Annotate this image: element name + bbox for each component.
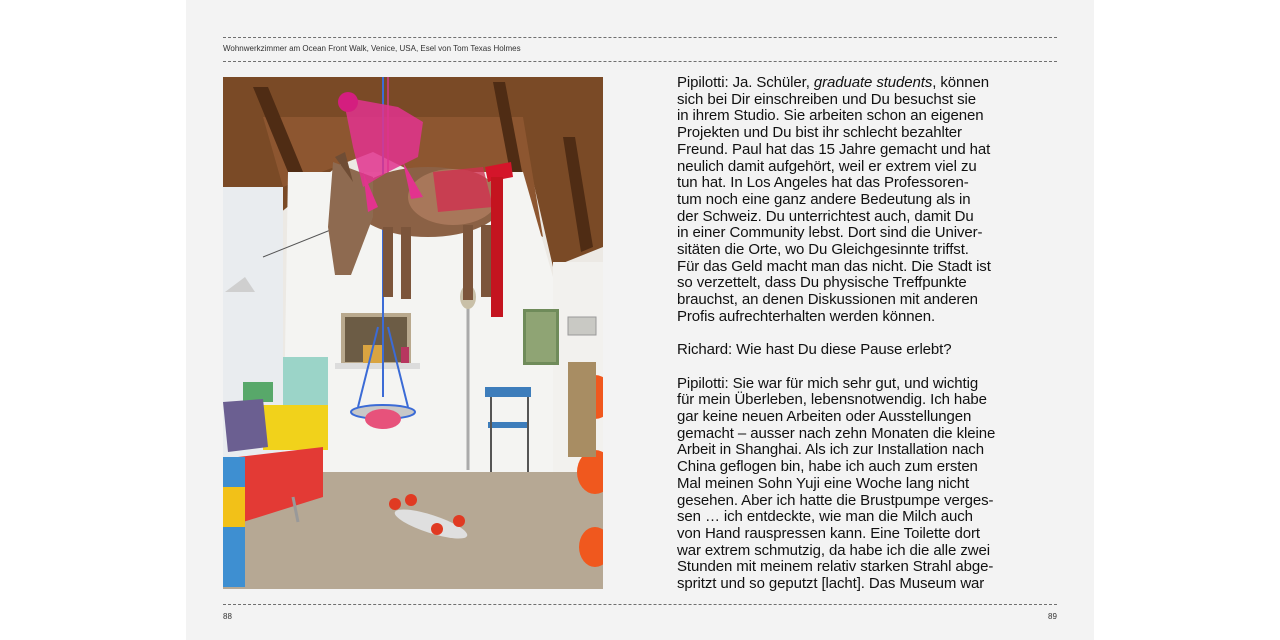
text-line: neulich damit aufgehört, weil er extrem viel zu	[677, 157, 977, 175]
paragraph-richard	[677, 342, 1022, 359]
text-line: tun hat. In Los Angeles hat das Professoren-	[677, 174, 969, 192]
top-rule	[223, 37, 1057, 38]
text-line: Arbeit in Shanghai. Als ich zur Installation nach	[677, 441, 984, 459]
text-line: in einer Community lebst. Dort sind die Univer-	[677, 224, 983, 242]
text-line: Pipilotti: Sie war für mich sehr gut, und wichtig	[677, 374, 979, 392]
text-line: Projekten und Du bist ihr schlecht bezahlter	[677, 124, 962, 142]
text-line: Für das Geld macht man das nicht. Die Stadt ist	[677, 257, 991, 275]
paragraph-pipilotti-1	[677, 75, 1022, 326]
text-line: für mein Überleben, lebensnotwendig. Ich habe	[677, 391, 987, 409]
text-line: sich bei Dir einschreiben und Du besuchst sie	[677, 90, 976, 108]
text-line: Profis aufrechterhalten werden können.	[677, 307, 936, 325]
text-line: tum noch eine ganz andere Bedeutung als in	[677, 190, 971, 208]
text-line: Pipilotti: Ja. Schüler, graduate students, können	[677, 74, 989, 91]
bottom-rule	[223, 604, 1057, 605]
book-spread	[186, 0, 1094, 640]
text-line: der Schweiz. Du unterrichtest auch, damit Du	[677, 207, 974, 225]
text-line: Richard: Wie hast Du diese Pause erlebt?	[677, 341, 952, 359]
interview-text	[677, 75, 1022, 609]
text-line: Freund. Paul hat das 15 Jahre gemacht und hat	[677, 140, 991, 158]
photo-caption: Wohnwerkzimmer am Ocean Front Walk, Venice, USA, Esel von Tom Texas Holmes	[223, 44, 521, 53]
text-line: brauchst, an denen Diskussionen mit anderen	[677, 291, 978, 309]
text-line: spritzt und so geputzt [lacht]. Das Museum war	[677, 575, 985, 593]
text-line: gesehen. Aber ich hatte die Brustpumpe verges-	[677, 491, 994, 509]
paragraph-pipilotti-2	[677, 376, 1022, 593]
text-line: China geflogen bin, habe ich auch zum ersten	[677, 458, 978, 476]
page-number-left: 88	[223, 612, 232, 621]
caption-rule	[223, 61, 1057, 62]
text-line: in ihrem Studio. Sie arbeiten schon an eigenen	[677, 107, 984, 125]
donkey-sculpture-photo-icon	[223, 77, 603, 589]
text-line: Mal meinen Sohn Yuji eine Woche lang nicht	[677, 474, 970, 492]
text-line: war extrem schmutzig, da habe ich die alle zwei	[677, 541, 990, 559]
text-line: von Hand rauspressen kann. Eine Toilette dort	[677, 524, 980, 542]
text-line: sitäten die Orte, wo Du Gleichgesinnte triffst.	[677, 241, 969, 259]
page-number-right: 89	[1048, 612, 1057, 621]
text-line: so verzettelt, dass Du physische Treffpunkte	[677, 274, 967, 292]
text-line: sen … ich entdeckte, wie man die Milch auch	[677, 508, 973, 526]
text-line: Stunden mit meinem relativ starken Strahl abge-	[677, 558, 994, 576]
interior-photo	[223, 77, 603, 589]
text-line: gemacht – ausser nach zehn Monaten die kleine	[677, 424, 996, 442]
text-line: gar keine neuen Arbeiten oder Ausstellungen	[677, 408, 972, 426]
